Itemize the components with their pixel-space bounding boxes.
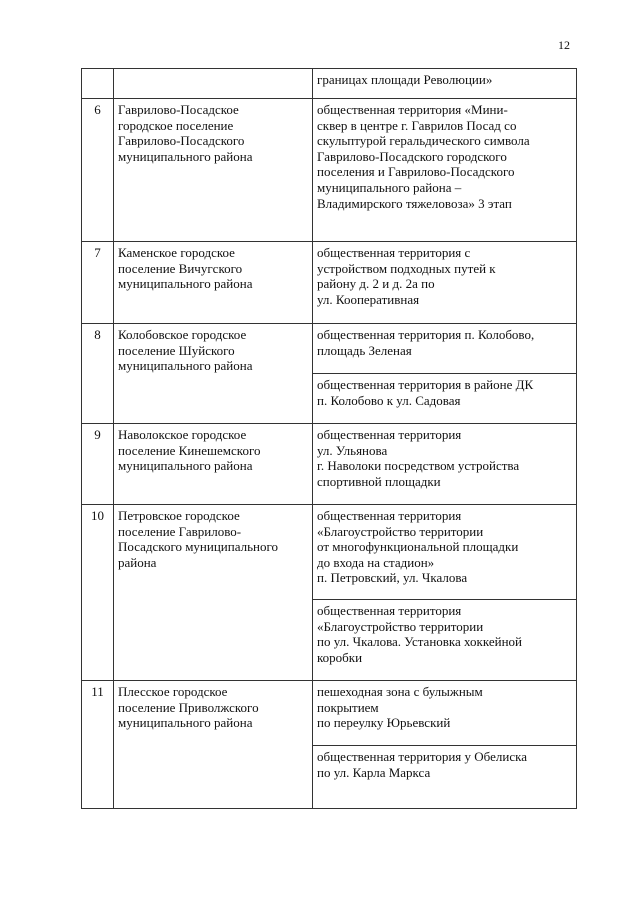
- territory-line: общественная территория: [317, 427, 462, 442]
- row-number: 8: [82, 324, 114, 424]
- settlement-line: муниципального района: [118, 276, 253, 292]
- table-row: [82, 242, 577, 324]
- territory-line: от многофункциональной площадки: [317, 539, 519, 555]
- territory-cell: [313, 681, 577, 746]
- settlement-line: муниципального района: [118, 358, 253, 374]
- territory-cell: [313, 99, 577, 242]
- territory-line: общественная территория: [317, 508, 462, 523]
- territory-line: сквер в центре г. Гаврилов Посад со: [317, 117, 517, 133]
- settlement-line: муниципального района: [118, 715, 253, 731]
- territory-line: п. Петровский, ул. Чкалова: [317, 570, 468, 586]
- territory-line: до входа на стадион»: [317, 554, 435, 570]
- settlement-line: Колобовское городское: [118, 327, 247, 342]
- settlement-line: Наволокское городское: [118, 427, 247, 442]
- territory-line: коробки: [317, 649, 363, 665]
- territory-line: г. Наволоки посредством устройства: [317, 458, 520, 474]
- territory-cell: [313, 424, 577, 505]
- territory-line: району д. 2 и д. 2а по: [317, 276, 435, 292]
- table-row: [82, 505, 577, 600]
- settlement-line: Посадского муниципального: [118, 539, 278, 555]
- settlement-line: района: [118, 554, 157, 570]
- territory-line: по ул. Чкалова. Установка хоккейной: [317, 634, 523, 650]
- table-row: [82, 69, 577, 99]
- settlement-line: поселение Вичугского: [118, 260, 243, 276]
- territory-line: поселения и Гаврилово-Посадского: [317, 164, 515, 180]
- settlement-cell: [114, 99, 313, 242]
- settlement-line: городское поселение: [118, 117, 234, 133]
- row-number: 9: [82, 424, 114, 505]
- territory-line: покрытием: [317, 699, 379, 715]
- settlement-line: муниципального района: [118, 458, 253, 474]
- row-number: 6: [82, 99, 114, 242]
- territory-line: общественная территория: [317, 603, 462, 618]
- settlement-line: поселение Шуйского: [118, 342, 235, 358]
- settlement-line: поселение Гаврилово-: [118, 523, 242, 539]
- territory-line: общественная территория п. Колобово,: [317, 327, 535, 342]
- territory-line: по ул. Карла Маркса: [317, 764, 431, 780]
- page-number: 12: [558, 38, 570, 52]
- row-number: 7: [82, 242, 114, 324]
- settlement-line: Гаврилово-Посадского: [118, 133, 245, 149]
- table-row: [82, 681, 577, 746]
- settlement-line: поселение Кинешемского: [118, 442, 261, 458]
- territory-line: муниципального района –: [317, 179, 462, 195]
- table-body: [82, 69, 577, 809]
- territory-cell: [313, 505, 577, 600]
- territory-line: Владимирского тяжеловоза» 3 этап: [317, 195, 512, 211]
- settlement-line: поселение Приволжского: [118, 699, 259, 715]
- territory-cell: [313, 746, 577, 809]
- territory-cell: [313, 374, 577, 424]
- settlement-cell: [114, 424, 313, 505]
- territory-line: общественная территория в районе ДК: [317, 377, 534, 392]
- territory-line: спортивной площадки: [317, 473, 441, 489]
- settlement-line: муниципального района: [118, 148, 253, 164]
- territory-line: общественная территория у Обелиска: [317, 749, 527, 764]
- table-row: [82, 324, 577, 374]
- territory-line: по переулку Юрьевский: [317, 715, 451, 731]
- settlement-cell: [114, 69, 313, 99]
- territory-cell: [313, 69, 577, 99]
- territory-line: устройством подходных путей к: [317, 260, 496, 276]
- settlement-line: Плесское городское: [118, 684, 228, 699]
- territory-line: пешеходная зона с булыжным: [317, 684, 483, 699]
- table-row: [82, 424, 577, 505]
- settlement-cell: [114, 505, 313, 681]
- territory-cell: [313, 242, 577, 324]
- settlements-table: [81, 68, 577, 809]
- territory-line: «Благоустройство территории: [317, 618, 484, 634]
- settlement-line: Петровское городское: [118, 508, 240, 523]
- row-number: 11: [82, 681, 114, 809]
- territory-line: общественная территория «Мини-: [317, 102, 508, 117]
- territory-line: «Благоустройство территории: [317, 523, 484, 539]
- territory-cell: [313, 324, 577, 374]
- territory-line: площадь Зеленая: [317, 342, 412, 358]
- territory-line: ул. Кооперативная: [317, 291, 420, 307]
- settlement-cell: [114, 324, 313, 424]
- settlement-cell: [114, 242, 313, 324]
- settlement-line: Гаврилово-Посадское: [118, 102, 239, 117]
- row-number: [82, 69, 114, 99]
- settlement-cell: [114, 681, 313, 809]
- settlement-line: Каменское городское: [118, 245, 235, 260]
- territory-line: ул. Ульянова: [317, 442, 388, 458]
- territory-line: общественная территория с: [317, 245, 471, 260]
- row-number: 10: [82, 505, 114, 681]
- table-row: [82, 99, 577, 242]
- territory-line: Гаврилово-Посадского городского: [317, 148, 507, 164]
- territory-cell: [313, 600, 577, 681]
- territory-line: скульптурой геральдического символа: [317, 133, 530, 149]
- territory-line: п. Колобово к ул. Садовая: [317, 392, 461, 408]
- territory-line: границах площади Революции»: [317, 72, 493, 87]
